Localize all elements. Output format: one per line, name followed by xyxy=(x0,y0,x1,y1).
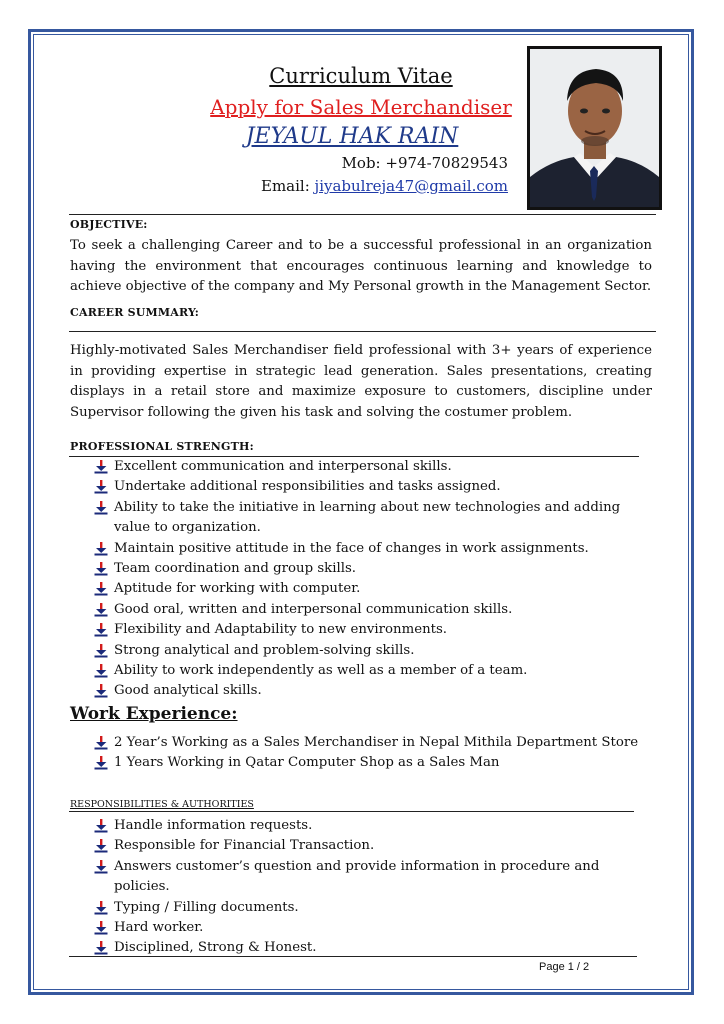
responsibilities-rule xyxy=(69,811,634,812)
strength-item xyxy=(94,600,634,620)
arrow-bullet-icon xyxy=(94,603,108,617)
arrow-bullet-icon xyxy=(94,941,108,955)
strength-item-text: Strong analytical and problem-solving skills. xyxy=(114,642,415,658)
arrow-bullet-icon xyxy=(94,460,108,474)
arrow-bullet-icon xyxy=(94,684,108,698)
strength-item xyxy=(94,457,634,477)
arrow-bullet-icon xyxy=(94,736,108,750)
responsibility-item xyxy=(94,898,634,918)
cv-title: Curriculum Vitae xyxy=(269,64,453,88)
strength-item-text: Undertake additional responsibilities and tasks assigned. xyxy=(114,479,501,495)
arrow-bullet-icon xyxy=(94,562,108,576)
work-item xyxy=(94,733,654,753)
strength-item-text: Aptitude for working with computer. xyxy=(114,581,361,597)
profile-photo xyxy=(527,46,662,210)
footer-rule xyxy=(69,956,637,957)
apply-position: Apply for Sales Merchandiser xyxy=(210,95,512,119)
strength-item-text: Good oral, written and interpersonal communication skills. xyxy=(114,601,513,617)
strength-item-text: Maintain positive attitude in the face of changes in work assignments. xyxy=(114,540,589,556)
responsibility-item xyxy=(94,857,634,898)
responsibility-item-text: Disciplined, Strong & Honest. xyxy=(114,940,317,956)
strength-item xyxy=(94,498,634,539)
arrow-bullet-icon xyxy=(94,819,108,833)
strength-item-text: Team coordination and group skills. xyxy=(114,561,357,577)
responsibility-item-text: Answers customer’s question and provide information in procedure and policies. xyxy=(114,858,600,895)
email-line xyxy=(261,177,508,195)
arrow-bullet-icon xyxy=(94,756,108,770)
arrow-bullet-icon xyxy=(94,582,108,596)
career-summary-rule xyxy=(69,331,656,332)
strength-item-text: Ability to take the initiative in learning about new technologies and adding value to organization. xyxy=(114,499,621,536)
arrow-bullet-icon xyxy=(94,901,108,915)
email-label: Email: xyxy=(261,177,315,195)
strength-item xyxy=(94,661,634,681)
strength-item xyxy=(94,681,634,701)
responsibility-item-text: Responsible for Financial Transaction. xyxy=(114,838,375,854)
work-item xyxy=(94,753,654,773)
strength-item xyxy=(94,579,634,599)
strength-item xyxy=(94,641,634,661)
arrow-bullet-icon xyxy=(94,480,108,494)
objective-top-rule xyxy=(69,214,656,215)
responsibility-item-text: Hard worker. xyxy=(114,920,204,936)
strength-item-text: Ability to work independently as well as a member of a team. xyxy=(114,663,528,679)
strength-item-text: Good analytical skills. xyxy=(114,683,262,699)
career-summary-text: Highly-motivated Sales Merchandiser field professional with 3+ years of experience in providing expertise in strategic lead generation. Sales presentations, creating displays in a retail store and maximize exposure to customers, discipline under Supervisor following the given his task and solving the costumer problem. xyxy=(70,343,652,420)
portrait-image xyxy=(530,49,659,207)
strength-list xyxy=(94,457,634,702)
work-experience-heading: Work Experience: xyxy=(70,704,238,724)
arrow-bullet-icon xyxy=(94,644,108,658)
page-number: Page 1 / 2 xyxy=(539,961,590,973)
strength-item-text: Excellent communication and interpersonal skills. xyxy=(114,459,452,474)
responsibility-item xyxy=(94,816,634,836)
responsibilities-heading: RESPONSIBILITIES & AUTHORITIES xyxy=(70,799,254,810)
responsibility-item xyxy=(94,836,634,856)
strength-heading: PROFESSIONAL STRENGTH: xyxy=(70,440,254,453)
arrow-bullet-icon xyxy=(94,839,108,853)
arrow-bullet-icon xyxy=(94,542,108,556)
strength-item-text: Flexibility and Adaptability to new environments. xyxy=(114,622,448,638)
strength-item xyxy=(94,477,634,497)
arrow-bullet-icon xyxy=(94,664,108,678)
career-summary-heading: CAREER SUMMARY: xyxy=(70,306,199,319)
responsibility-item xyxy=(94,918,634,938)
candidate-name: JEYAUL HAK RAIN xyxy=(245,124,459,149)
strength-item xyxy=(94,559,634,579)
work-list xyxy=(94,733,654,774)
strength-item xyxy=(94,539,634,559)
responsibility-item-text: Typing / Filling documents. xyxy=(114,899,299,915)
responsibility-item-text: Handle information requests. xyxy=(114,818,313,833)
strength-item xyxy=(94,620,634,640)
objective-heading: OBJECTIVE: xyxy=(70,218,148,231)
mobile-number: Mob: +974-70829543 xyxy=(341,154,508,172)
objective-text: To seek a challenging Career and to be a successful professional in an organization having the environment that encourages continuous learning and knowledge to achieve objective of the company and My Personal growth in the Management Sector. xyxy=(70,238,652,295)
arrow-bullet-icon xyxy=(94,501,108,515)
arrow-bullet-icon xyxy=(94,623,108,637)
work-item-text: 2 Year’s Working as a Sales Merchandiser in Nepal Mithila Department Store xyxy=(114,735,639,750)
arrow-bullet-icon xyxy=(94,921,108,935)
responsibilities-list xyxy=(94,816,634,959)
work-item-text: 1 Years Working in Qatar Computer Shop as a Sales Man xyxy=(114,755,500,771)
arrow-bullet-icon xyxy=(94,860,108,874)
email-link[interactable]: jiyabulreja47@gmail.com xyxy=(314,177,508,195)
